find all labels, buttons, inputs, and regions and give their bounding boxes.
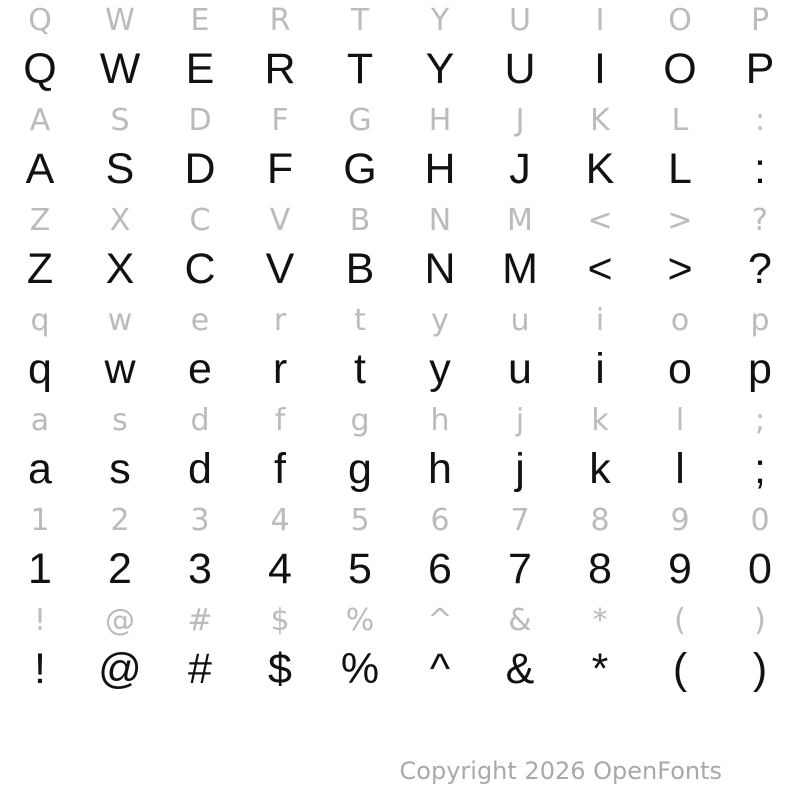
specimen-char: 7 [510, 503, 530, 538]
specimen-char: R [269, 3, 291, 38]
specimen-char: f [274, 403, 286, 438]
specimen-char: ! [34, 645, 46, 693]
specimen-main-row [0, 645, 800, 693]
specimen-char: > [667, 203, 693, 238]
specimen-char: K [585, 145, 615, 193]
specimen-main-row [0, 145, 800, 193]
specimen-char: H [428, 103, 452, 138]
specimen-char: Q [23, 45, 57, 93]
specimen-char: i [595, 303, 605, 338]
specimen-char: a [28, 445, 52, 493]
specimen-char: d [190, 403, 210, 438]
specimen-char: r [273, 303, 287, 338]
specimen-char: 2 [108, 545, 132, 593]
specimen-char: W [105, 3, 135, 38]
specimen-char: $ [268, 645, 292, 693]
specimen-preview-row [0, 203, 800, 238]
specimen-char: L [671, 103, 689, 138]
specimen-char: V [265, 245, 295, 293]
specimen-char: ? [752, 203, 768, 238]
specimen-char: : [754, 103, 766, 138]
specimen-char: B [349, 203, 371, 238]
specimen-char: A [29, 103, 51, 138]
specimen-char: d [188, 445, 212, 493]
specimen-char: P [750, 3, 770, 38]
specimen-char: R [264, 45, 296, 93]
specimen-char: 6 [428, 545, 452, 593]
specimen-char: t [354, 345, 366, 393]
specimen-preview-row [0, 503, 800, 538]
specimen-char: @ [105, 603, 135, 638]
specimen-preview-row [0, 3, 800, 38]
specimen-char: K [590, 103, 610, 138]
specimen-char: h [428, 445, 452, 493]
specimen-char: q [30, 303, 50, 338]
specimen-char: ( [672, 645, 688, 693]
specimen-char: 9 [670, 503, 690, 538]
specimen-preview-row [0, 403, 800, 438]
specimen-char: T [346, 45, 374, 93]
specimen-char: 7 [508, 545, 532, 593]
specimen-row-pair [0, 300, 800, 400]
specimen-preview-row [0, 603, 800, 638]
specimen-char: j [515, 403, 525, 438]
specimen-char: Y [430, 3, 450, 38]
specimen-char: # [187, 603, 213, 638]
specimen-char: s [112, 403, 128, 438]
specimen-main-row [0, 445, 800, 493]
specimen-row-pair [0, 400, 800, 500]
specimen-char: 3 [190, 503, 210, 538]
specimen-char: 4 [268, 545, 292, 593]
specimen-char: 1 [30, 503, 50, 538]
specimen-char: a [30, 403, 50, 438]
specimen-char: 3 [188, 545, 212, 593]
specimen-char: ) [754, 603, 766, 638]
specimen-char: ; [754, 445, 766, 493]
specimen-char: 0 [750, 503, 770, 538]
specimen-row-pair [0, 500, 800, 600]
specimen-char: C [189, 203, 211, 238]
specimen-char: e [190, 303, 210, 338]
specimen-char: P [745, 45, 775, 93]
specimen-char: j [515, 445, 525, 493]
specimen-char: * [592, 603, 608, 638]
specimen-char: # [188, 645, 212, 693]
specimen-char: & [505, 645, 535, 693]
specimen-char: Z [29, 203, 51, 238]
specimen-char: X [109, 203, 131, 238]
specimen-preview-row [0, 303, 800, 338]
specimen-char: 6 [430, 503, 450, 538]
specimen-char: 8 [588, 545, 612, 593]
specimen-char: > [667, 245, 693, 293]
specimen-char: < [587, 245, 613, 293]
specimen-char: g [350, 403, 370, 438]
specimen-char: D [184, 145, 216, 193]
specimen-char: p [748, 345, 772, 393]
specimen-char: V [269, 203, 291, 238]
specimen-char: w [104, 345, 136, 393]
specimen-char: M [507, 203, 533, 238]
specimen-char: k [591, 403, 609, 438]
specimen-main-row [0, 245, 800, 293]
specimen-preview-row [0, 103, 800, 138]
specimen-char: J [515, 103, 525, 138]
specimen-char: E [190, 3, 210, 38]
specimen-char: o [670, 303, 690, 338]
specimen-char: q [28, 345, 52, 393]
specimen-char: y [431, 303, 449, 338]
specimen-char: J [509, 145, 531, 193]
specimen-main-row [0, 545, 800, 593]
specimen-char: U [509, 3, 531, 38]
specimen-char: N [424, 245, 456, 293]
specimen-char: I [595, 3, 605, 38]
specimen-char: O [668, 3, 692, 38]
specimen-char: X [105, 245, 135, 293]
specimen-char: 8 [590, 503, 610, 538]
specimen-char: W [99, 45, 141, 93]
specimen-char: Z [26, 245, 54, 293]
specimen-char: ! [33, 603, 47, 638]
specimen-char: A [25, 145, 55, 193]
specimen-char: < [587, 203, 613, 238]
specimen-char: M [502, 245, 538, 293]
specimen-char: ( [674, 603, 686, 638]
specimen-char: ; [754, 403, 766, 438]
specimen-char: ? [748, 245, 772, 293]
specimen-char: h [430, 403, 450, 438]
specimen-char: * [591, 645, 609, 693]
specimen-char: F [271, 103, 289, 138]
specimen-char: S [105, 145, 135, 193]
specimen-char: e [188, 345, 212, 393]
copyright-text: Copyright 2026 OpenFonts [399, 757, 722, 785]
specimen-char: D [188, 103, 212, 138]
specimen-char: 0 [748, 545, 772, 593]
specimen-char: ^ [429, 645, 451, 693]
specimen-char: & [508, 603, 532, 638]
specimen-char: 5 [350, 503, 370, 538]
specimen-char: L [668, 145, 692, 193]
specimen-char: 1 [28, 545, 52, 593]
specimen-char: $ [270, 603, 290, 638]
specimen-char: o [668, 345, 692, 393]
specimen-char: G [343, 145, 377, 193]
specimen-char: C [184, 245, 216, 293]
specimen-row-pair [0, 0, 800, 100]
specimen-char: % [345, 603, 375, 638]
specimen-char: t [354, 303, 366, 338]
specimen-char: 4 [270, 503, 290, 538]
specimen-char: E [185, 45, 215, 93]
specimen-char: 2 [110, 503, 130, 538]
specimen-char: ) [752, 645, 768, 693]
specimen-char: Q [28, 3, 52, 38]
specimen-char: S [110, 103, 130, 138]
specimen-char: l [675, 403, 685, 438]
specimen-char: u [510, 303, 530, 338]
specimen-main-row [0, 345, 800, 393]
specimen-char: U [504, 45, 536, 93]
specimen-char: : [754, 145, 766, 193]
specimen-char: % [340, 645, 380, 693]
specimen-char: 9 [668, 545, 692, 593]
specimen-char: O [663, 45, 697, 93]
specimen-char: i [595, 345, 605, 393]
specimen-row-pair [0, 200, 800, 300]
specimen-char: N [428, 203, 452, 238]
specimen-char: u [508, 345, 532, 393]
specimen-row-pair [0, 600, 800, 700]
specimen-char: y [429, 345, 451, 393]
specimen-char: @ [98, 645, 142, 693]
specimen-char: w [107, 303, 133, 338]
specimen-char: G [348, 103, 372, 138]
specimen-char: g [348, 445, 372, 493]
specimen-char: Y [425, 45, 455, 93]
specimen-char: T [350, 3, 370, 38]
specimen-char: B [345, 245, 375, 293]
specimen-char: I [594, 45, 606, 93]
specimen-char: k [589, 445, 611, 493]
specimen-char: F [266, 145, 294, 193]
specimen-char: 5 [348, 545, 372, 593]
specimen-char: p [750, 303, 770, 338]
specimen-char: ^ [427, 603, 453, 638]
specimen-char: H [424, 145, 456, 193]
specimen-char: f [274, 445, 286, 493]
specimen-char: s [109, 445, 131, 493]
specimen-char: l [675, 445, 685, 493]
specimen-char: r [272, 345, 288, 393]
specimen-row-pair [0, 100, 800, 200]
specimen-main-row [0, 45, 800, 93]
